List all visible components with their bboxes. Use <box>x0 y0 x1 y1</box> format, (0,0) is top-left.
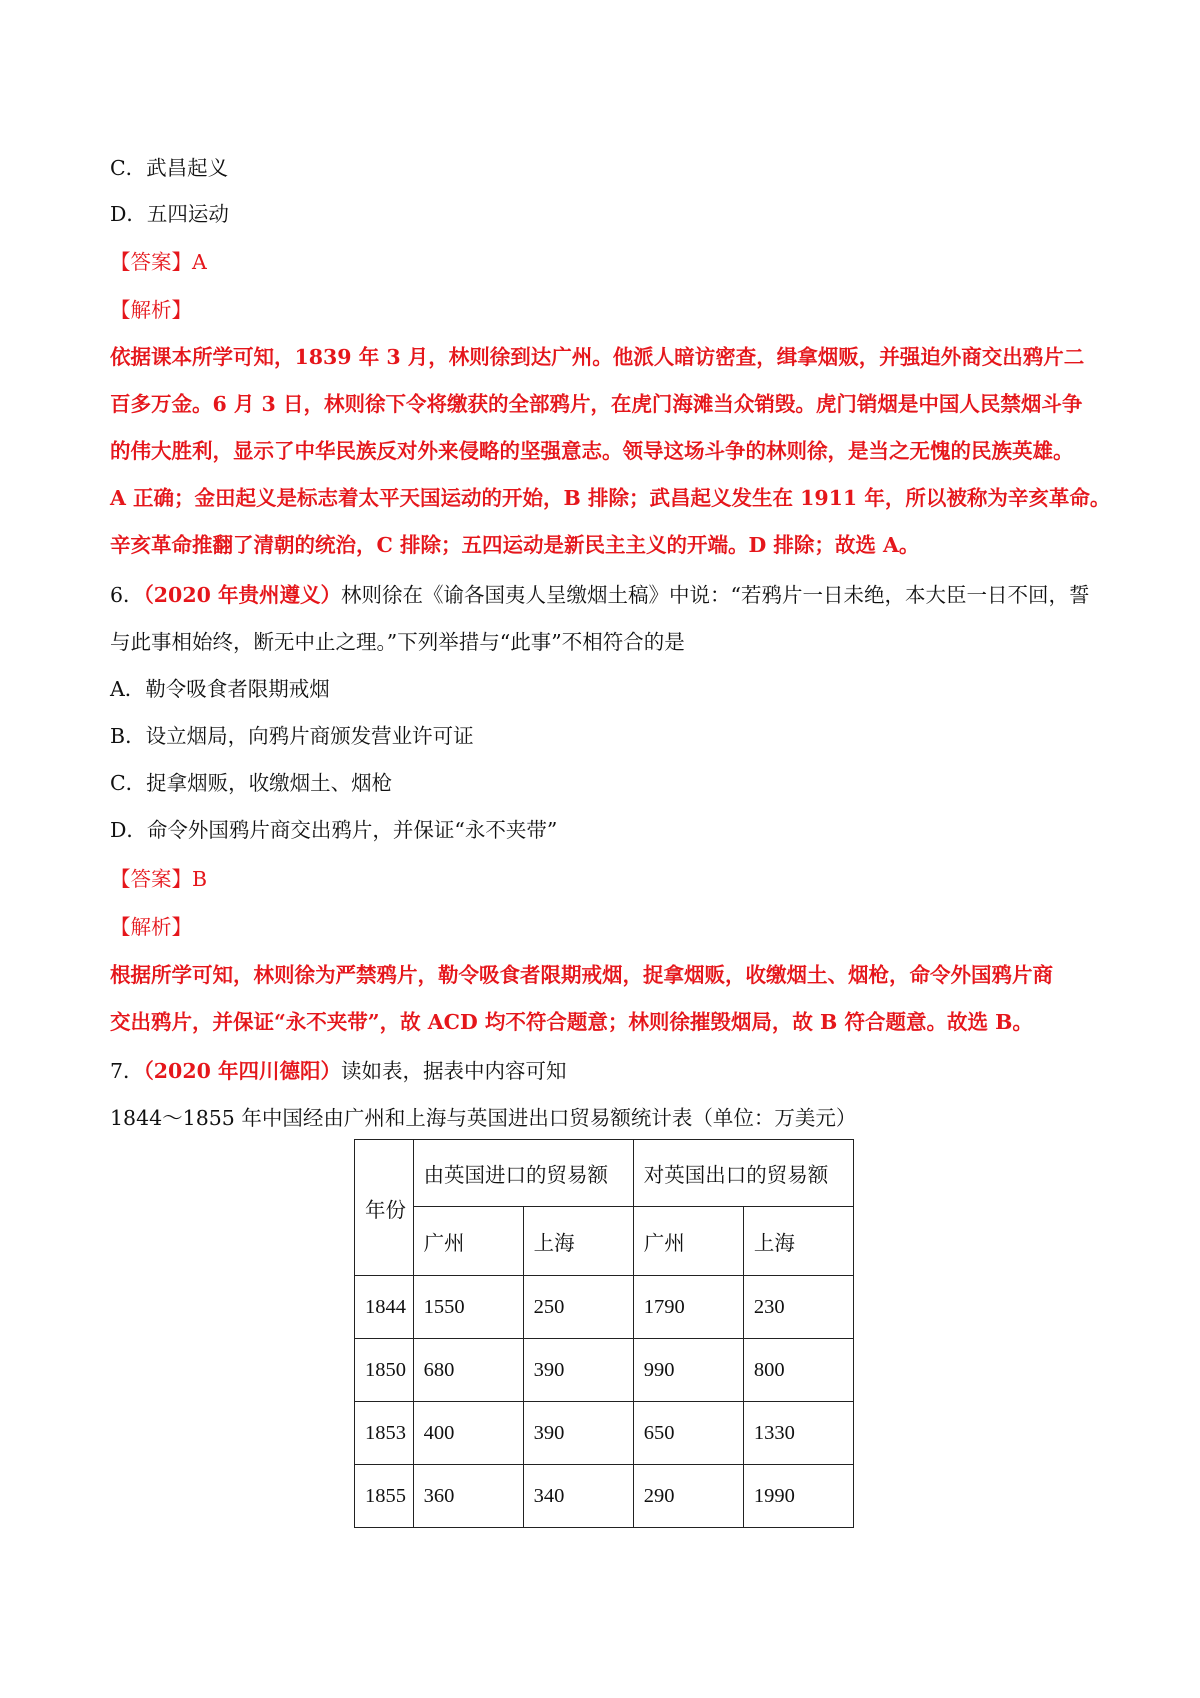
table-cell: 990 <box>633 1339 743 1402</box>
q5-answer: 【答案】A <box>110 250 207 274</box>
q5-analysis-line: 依据课本所学可知，1839 年 3 月，林则徐到达广州。他派人暗访密查，缉拿烟贩，并强迫外商交出鸦片二 <box>110 345 1085 369</box>
table-cell: 400 <box>413 1402 523 1465</box>
table-cell: 1790 <box>633 1276 743 1339</box>
table-cell: 230 <box>743 1276 853 1339</box>
q6-analysis-label: 【解析】 <box>110 915 192 939</box>
q6-stem-line2: 与此事相始终，断无中止之理。”下列举措与“此事”不相符合的是 <box>110 630 685 654</box>
table-cell: 390 <box>523 1339 633 1402</box>
subheader-cell: 广州 <box>413 1207 523 1276</box>
q7-stem-text: 读如表，据表中内容可知 <box>341 1059 567 1083</box>
table-cell: 1330 <box>743 1402 853 1465</box>
q7-stem <box>110 1057 1100 1085</box>
table-cell: 250 <box>523 1276 633 1339</box>
q5-analysis-line: A 正确；金田起义是标志着太平天国运动的开始，B 排除；武昌起义发生在 1911 年，所以被称为辛亥革命。 <box>110 486 1111 510</box>
table-row <box>355 1339 854 1402</box>
q6-analysis-line: 交出鸦片，并保证“永不夹带”，故 ACD 均不符合题意；林则徐摧毁烟局，故 B 符合题意。故选 B。 <box>110 1010 1033 1034</box>
table-caption: 1844～1855 年中国经由广州和上海与英国进出口贸易额统计表（单位：万美元） <box>110 1106 857 1130</box>
q5-option-d: D．五四运动 <box>110 202 229 226</box>
q6-option-a: A．勒令吸食者限期戒烟 <box>110 677 330 701</box>
q6-stem-line1 <box>110 581 1100 609</box>
table-cell: 340 <box>523 1465 633 1528</box>
q6-option-d: D．命令外国鸦片商交出鸦片，并保证“永不夹带” <box>110 818 558 842</box>
trade-table <box>354 1139 854 1528</box>
table-cell: 290 <box>633 1465 743 1528</box>
q5-analysis-line: 百多万金。6 月 3 日，林则徐下令将缴获的全部鸦片，在虎门海滩当众销毁。虎门销烟是中国人民禁烟斗争 <box>110 392 1083 416</box>
q6-number: 6． <box>110 583 144 607</box>
q6-option-b: B．设立烟局，向鸦片商颁发营业许可证 <box>110 724 474 748</box>
table-row <box>355 1276 854 1339</box>
table-header-row <box>355 1140 854 1207</box>
subheader-cell: 上海 <box>523 1207 633 1276</box>
import-header-cell: 由英国进口的贸易额 <box>413 1140 633 1207</box>
table-cell: 800 <box>743 1339 853 1402</box>
table-cell: 360 <box>413 1465 523 1528</box>
q5-analysis-line: 辛亥革命推翻了清朝的统治，C 排除；五四运动是新民主主义的开端。D 排除；故选 A。 <box>110 533 920 557</box>
table-row <box>355 1402 854 1465</box>
q7-source: （2020 年四川德阳） <box>143 1059 341 1083</box>
year-cell: 1844 <box>355 1276 414 1339</box>
year-header-cell: 年份 <box>355 1140 414 1276</box>
year-cell: 1850 <box>355 1339 414 1402</box>
q6-stem-text: 林则徐在《谕各国夷人呈缴烟土稿》中说：“若鸦片一日未绝，本大臣一日不回，誓 <box>341 583 1090 607</box>
export-header-cell: 对英国出口的贸易额 <box>633 1140 853 1207</box>
q5-analysis-label: 【解析】 <box>110 298 192 322</box>
q5-option-c: C．武昌起义 <box>110 156 229 180</box>
table-row <box>355 1465 854 1528</box>
year-cell: 1853 <box>355 1402 414 1465</box>
q5-analysis-line: 的伟大胜利，显示了中华民族反对外来侵略的坚强意志。领导这场斗争的林则徐，是当之无愧的民族英雄。 <box>110 439 1074 463</box>
table-cell: 1550 <box>413 1276 523 1339</box>
q6-option-c: C．捉拿烟贩，收缴烟土、烟枪 <box>110 771 393 795</box>
table-cell: 1990 <box>743 1465 853 1528</box>
table-cell: 650 <box>633 1402 743 1465</box>
subheader-cell: 上海 <box>743 1207 853 1276</box>
table-cell: 680 <box>413 1339 523 1402</box>
subheader-cell: 广州 <box>633 1207 743 1276</box>
q6-analysis-line: 根据所学可知，林则徐为严禁鸦片，勒令吸食者限期戒烟，捉拿烟贩，收缴烟土、烟枪，命令外国鸦片商 <box>110 963 1053 987</box>
q6-answer: 【答案】B <box>110 867 208 891</box>
year-cell: 1855 <box>355 1465 414 1528</box>
q6-source: （2020 年贵州遵义） <box>143 583 341 607</box>
table-cell: 390 <box>523 1402 633 1465</box>
table-subheader-row <box>355 1207 854 1276</box>
q7-number: 7． <box>110 1059 144 1083</box>
